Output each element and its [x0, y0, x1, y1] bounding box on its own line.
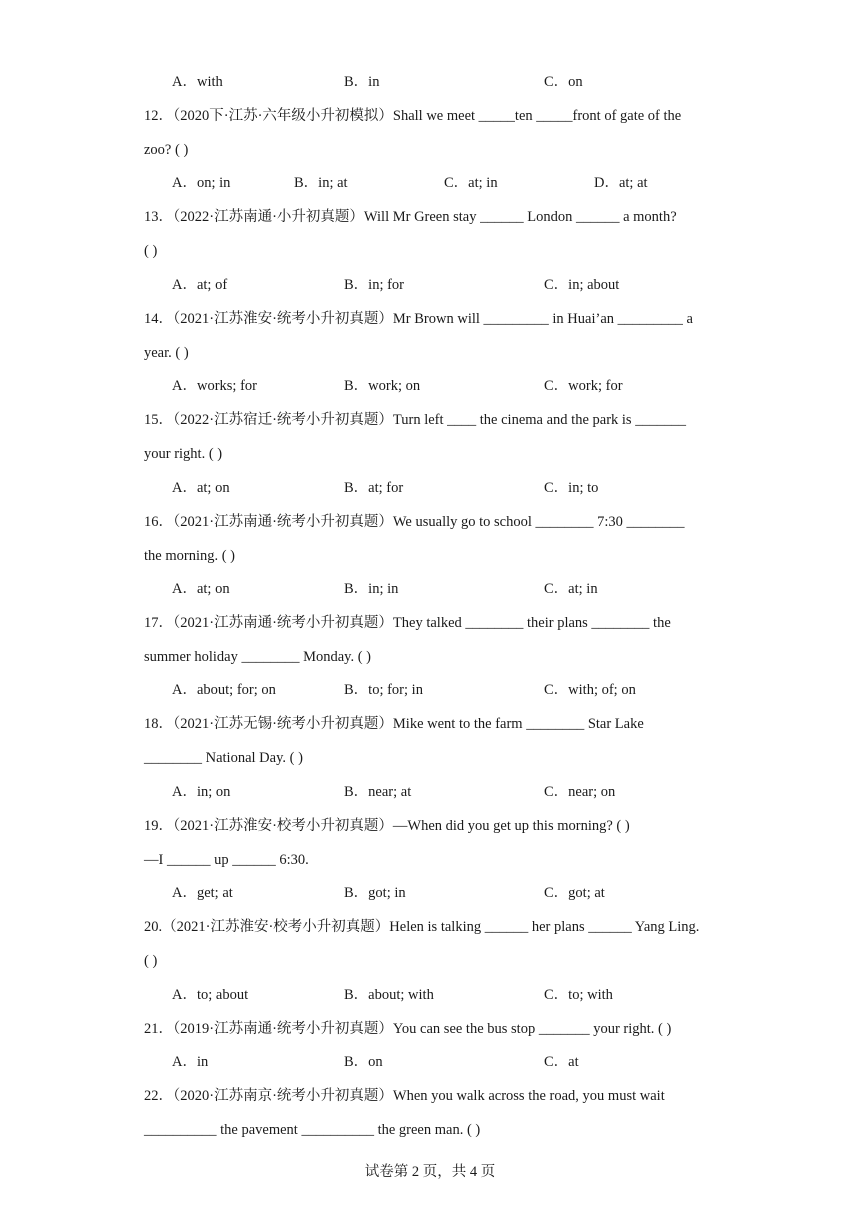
q17-option-a: A．about; for; on	[172, 682, 276, 698]
q15-option-c: C．in; to	[544, 480, 599, 496]
q22-line-1: 22．（2020·江苏南京·统考小升初真题）When you walk across the road, you must wait	[144, 1088, 665, 1104]
q19-options	[0, 883, 860, 903]
q20-option-b: B．about; with	[344, 987, 434, 1003]
q11-options	[0, 72, 860, 92]
q21-line-1: 21．（2019·江苏南通·统考小升初真题）You can see the bus stop _______ your right. ( )	[144, 1021, 672, 1037]
q12-line-1: 12．（2020下·江苏·六年级小升初模拟）Shall we meet _____ten _____front of gate of the	[144, 108, 682, 124]
q11-option-c: C．on	[544, 74, 583, 90]
q20-option-a: A．to; about	[172, 987, 249, 1003]
q14-options	[0, 376, 860, 396]
q14-option-a: A．works; for	[172, 378, 257, 394]
q20-line-1: 20.（2021·江苏淮安·校考小升初真题）Helen is talking ______ her plans ______ Yang Ling.	[144, 919, 700, 935]
q13-options	[0, 275, 860, 295]
q12-line-2: zoo? ( )	[144, 142, 189, 158]
q11-option-a: A．with	[172, 74, 223, 90]
q18-option-a: A．in; on	[172, 784, 231, 800]
q15-line-1: 15．（2022·江苏宿迁·统考小升初真题）Turn left ____ the cinema and the park is _______	[144, 412, 686, 428]
q17-option-b: B．to; for; in	[344, 682, 423, 698]
q16-option-a: A．at; on	[172, 581, 230, 597]
q13-option-c: C．in; about	[544, 277, 620, 293]
q17-options	[0, 680, 860, 700]
q12-option-b: B．in; at	[294, 175, 348, 191]
q13-option-b: B．in; for	[344, 277, 405, 293]
q18-option-c: C．near; on	[544, 784, 616, 800]
q18-line-2: ________ National Day. ( )	[144, 750, 303, 766]
q13-line-2: ( )	[144, 243, 158, 259]
q20-line-2: ( )	[144, 953, 158, 969]
q22-line-2: __________ the pavement __________ the green man. ( )	[144, 1122, 481, 1138]
q17-option-c: C．with; of; on	[544, 682, 636, 698]
q12-option-c: C．at; in	[444, 175, 498, 191]
q16-line-2: the morning. ( )	[144, 548, 236, 564]
q14-option-b: B．work; on	[344, 378, 421, 394]
q14-option-c: C．work; for	[544, 378, 623, 394]
q21-options	[0, 1052, 860, 1072]
q19-option-a: A．get; at	[172, 885, 233, 901]
q21-option-c: C．at	[544, 1054, 579, 1070]
q18-options	[0, 782, 860, 802]
q12-option-a: A．on; in	[172, 175, 231, 191]
q19-option-b: B．got; in	[344, 885, 406, 901]
page-footer: 试卷第 2 页，共 4 页	[364, 1164, 496, 1180]
q16-option-c: C．at; in	[544, 581, 598, 597]
q12-options	[0, 173, 860, 193]
q15-options	[0, 478, 860, 498]
q21-option-b: B．on	[344, 1054, 383, 1070]
q16-option-b: B．in; in	[344, 581, 399, 597]
q19-line-2: —I ______ up ______ 6:30.	[144, 852, 309, 868]
q17-line-1: 17．（2021·江苏南通·统考小升初真题）They talked ________ their plans ________ the	[144, 615, 671, 631]
q13-line-1: 13．（2022·江苏南通·小升初真题）Will Mr Green stay ______ London ______ a month?	[144, 209, 677, 225]
q15-option-b: B．at; for	[344, 480, 404, 496]
q15-line-2: your right. ( )	[144, 446, 223, 462]
q18-option-b: B．near; at	[344, 784, 412, 800]
q14-line-2: year. ( )	[144, 345, 189, 361]
q21-option-a: A．in	[172, 1054, 209, 1070]
q12-option-d: D．at; at	[594, 175, 648, 191]
q13-option-a: A．at; of	[172, 277, 228, 293]
q18-line-1: 18．（2021·江苏无锡·统考小升初真题）Mike went to the farm ________ Star Lake	[144, 716, 644, 732]
q19-line-1: 19．（2021·江苏淮安·校考小升初真题）—When did you get up this morning? ( )	[144, 818, 630, 834]
q17-line-2: summer holiday ________ Monday. ( )	[144, 649, 372, 665]
q19-option-c: C．got; at	[544, 885, 605, 901]
q11-option-b: B．in	[344, 74, 380, 90]
q14-line-1: 14．（2021·江苏淮安·统考小升初真题）Mr Brown will _________ in Huai’an _________ a	[144, 311, 693, 327]
q16-line-1: 16．（2021·江苏南通·统考小升初真题）We usually go to school ________ 7:30 ________	[144, 514, 685, 530]
q20-options	[0, 985, 860, 1005]
q16-options	[0, 579, 860, 599]
q15-option-a: A．at; on	[172, 480, 230, 496]
q20-option-c: C．to; with	[544, 987, 613, 1003]
